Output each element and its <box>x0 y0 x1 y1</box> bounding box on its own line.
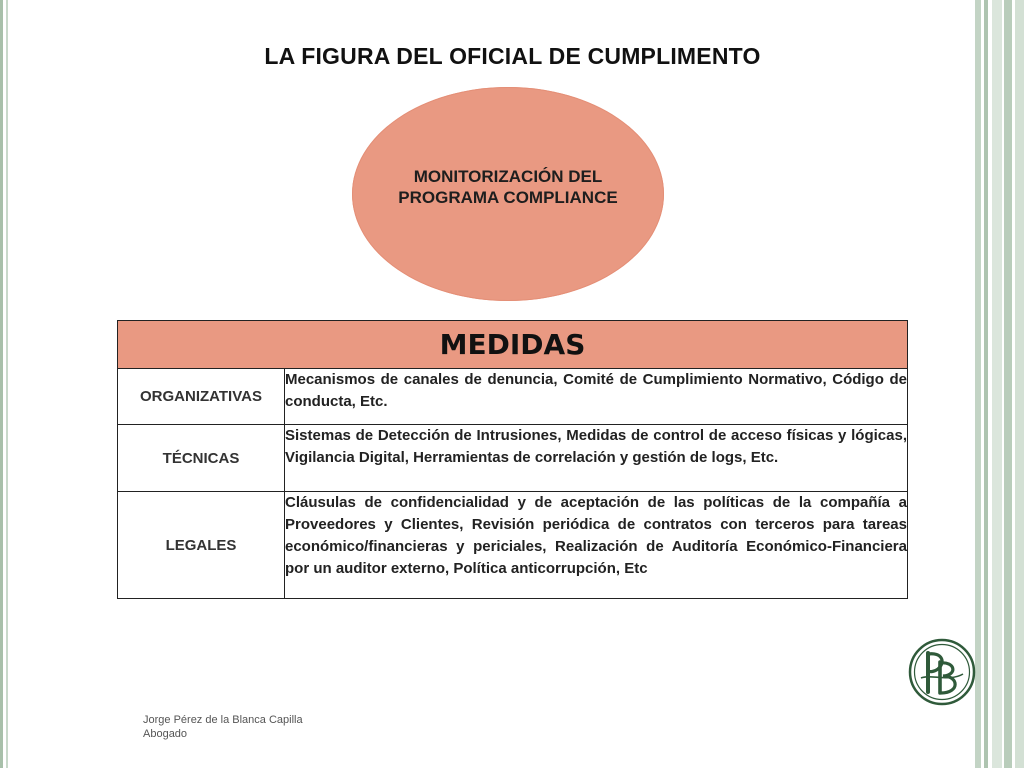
left-decorative-bar <box>0 0 3 768</box>
author-role: Abogado <box>143 728 188 740</box>
category-cell: TÉCNICAS <box>118 425 285 492</box>
table-row <box>118 425 908 492</box>
left-decorative-bar-thin <box>6 0 8 768</box>
category-cell: ORGANIZATIVAS <box>118 369 285 425</box>
category-cell: LEGALES <box>118 492 285 599</box>
table-header-row <box>118 321 908 369</box>
table-row <box>118 369 908 425</box>
right-decorative-bar <box>1004 0 1012 768</box>
right-decorative-bar <box>1015 0 1024 768</box>
monitoring-ellipse <box>352 87 664 301</box>
monogram-logo-icon <box>908 638 976 706</box>
measures-table <box>117 320 908 599</box>
description-cell: Cláusulas de confidencialidad y de aceptación de las políticas de la compañía a Proveedores y Clientes, Revisión periódica de contratos con terceros para tareas económico/financieras y periciales, Realización de Auditoría Económico-Financiera por un auditor externo, Política anticorrupción, Etc <box>285 492 908 599</box>
description-cell: Mecanismos de canales de denuncia, Comité de Cumplimiento Normativo, Código de conducta, Etc. <box>285 369 908 425</box>
author-name: Jorge Pérez de la Blanca Capilla <box>143 714 303 726</box>
slide-title: LA FIGURA DEL OFICIAL DE CUMPLIMENTO <box>264 43 761 69</box>
footer <box>143 713 303 741</box>
right-decorative-bar <box>992 0 1002 768</box>
table-header: MEDIDAS <box>118 321 908 369</box>
table-row <box>118 492 908 599</box>
description-cell: Sistemas de Detección de Intrusiones, Medidas de control de acceso físicas y lógicas, Vigilancia Digital, Herramientas de correlación y gestión de logs, Etc. <box>285 425 908 492</box>
ellipse-label: MONITORIZACIÓN DEL PROGRAMA COMPLIANCE <box>398 167 618 207</box>
right-decorative-bar <box>984 0 988 768</box>
